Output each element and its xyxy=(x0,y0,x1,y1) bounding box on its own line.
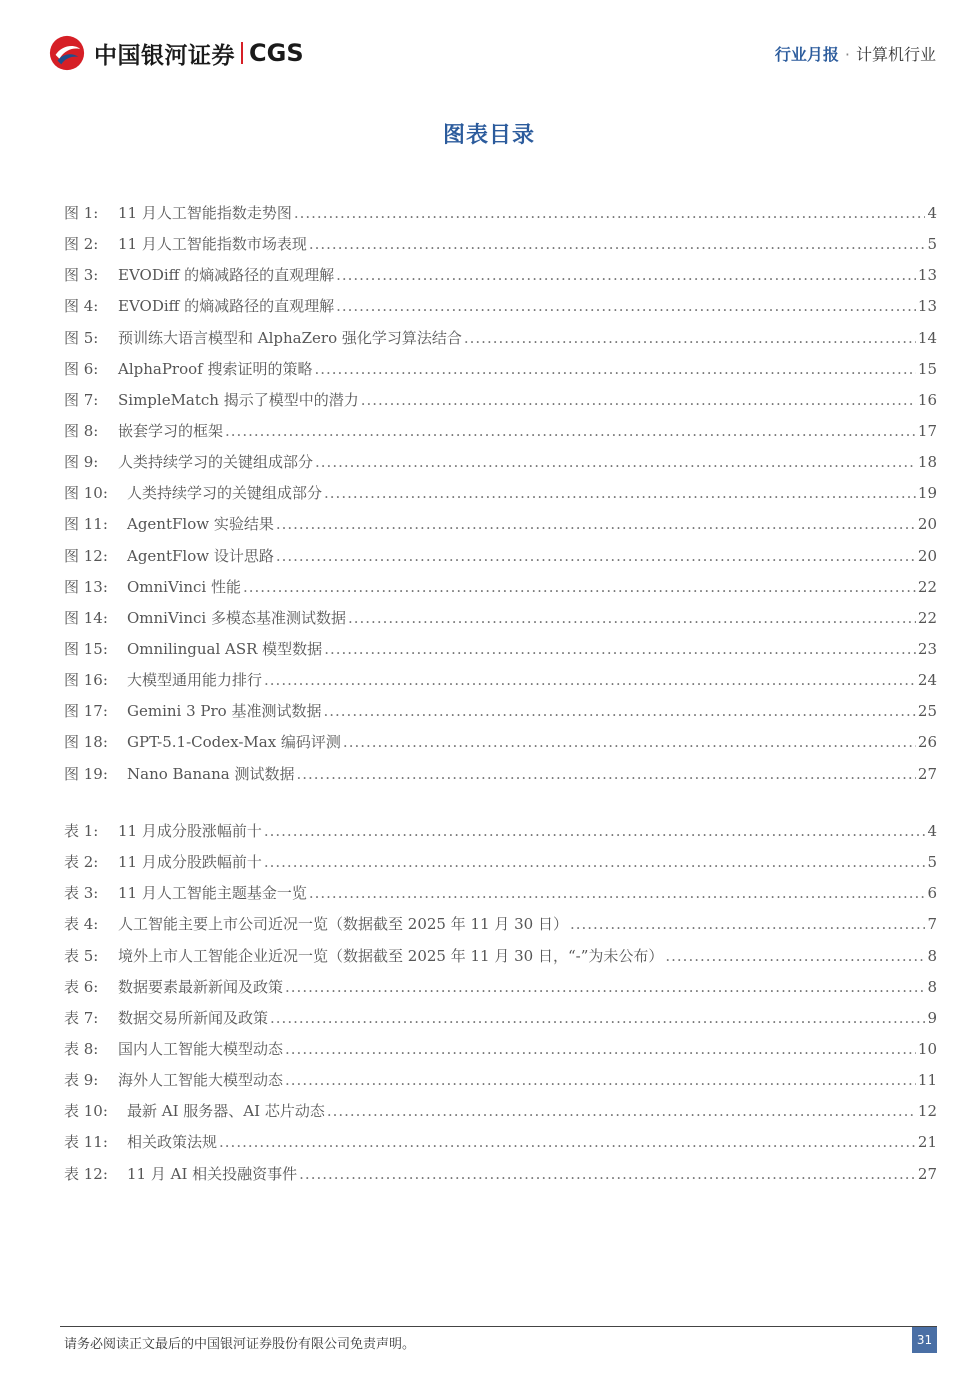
toc-entry-title: 嵌套学习的框架 xyxy=(118,421,224,440)
table-toc-entry[interactable] xyxy=(64,945,937,976)
footer-disclaimer: 请务必阅读正文最后的中国银河证券股份有限公司免责声明。 xyxy=(64,1337,416,1352)
logo-divider xyxy=(241,42,243,64)
toc-entry-label: 图 2: xyxy=(64,235,99,254)
toc-leader-dots xyxy=(243,578,916,596)
figure-toc-entry[interactable] xyxy=(64,700,937,731)
toc-leader-dots xyxy=(294,204,926,222)
toc-entry-label: 表 11: xyxy=(64,1133,108,1152)
toc-leader-dots xyxy=(324,640,916,658)
toc-entry-label: 表 12: xyxy=(64,1164,108,1183)
toc-leader-dots xyxy=(348,609,916,627)
toc-entry-title: Nano Banana 测试数据 xyxy=(127,764,295,783)
toc-entry-label: 表 6: xyxy=(64,977,99,996)
toc-entry-label: 表 3: xyxy=(64,884,99,903)
toc-entry-title: 人类持续学习的关键组成部分 xyxy=(127,484,323,503)
toc-entry-title: 预训练大语言模型和 AlphaZero 强化学习算法结合 xyxy=(118,328,462,347)
toc-entry-page: 4 xyxy=(927,822,937,840)
toc-entry-title: 大模型通用能力排行 xyxy=(127,671,263,690)
toc-entry-label: 图 9: xyxy=(64,453,99,472)
report-category xyxy=(775,42,936,65)
toc-entry-page: 13 xyxy=(917,266,937,285)
toc-entry-page: 16 xyxy=(917,390,937,409)
toc-entry-title: EVODiff 的熵减路径的直观理解 xyxy=(118,266,335,285)
toc-entry-title: GPT-5.1-Codex-Max 编码评测 xyxy=(127,733,341,752)
toc-leader-dots xyxy=(285,1071,916,1089)
toc-entry-title: 国内人工智能大模型动态 xyxy=(118,1039,284,1058)
toc-entry-title: 相关政策法规 xyxy=(127,1133,218,1152)
page-title: 图表目录 xyxy=(442,122,535,148)
toc-entry-label: 图 11: xyxy=(64,515,108,534)
table-toc-entry[interactable] xyxy=(64,1100,937,1131)
page-header xyxy=(0,0,978,100)
toc-entry-label: 图 17: xyxy=(64,702,108,721)
toc-entry-page: 27 xyxy=(917,764,937,783)
toc-entry-page: 8 xyxy=(927,977,937,996)
toc-entry-title: 人类持续学习的关键组成部分 xyxy=(118,453,314,472)
toc-entry-title: 人工智能主要上市公司近况一览（数据截至 2025 年 11 月 30 日） xyxy=(118,915,568,934)
toc-entry-label: 图 7: xyxy=(64,390,99,409)
toc-entry-page: 22 xyxy=(917,577,937,596)
toc-entry-title: Omnilingual ASR 模型数据 xyxy=(127,639,323,658)
toc-entry-title: EVODiff 的熵减路径的直观理解 xyxy=(118,297,335,316)
footer-divider xyxy=(60,1326,937,1327)
toc-entry-page: 19 xyxy=(917,484,937,503)
toc-entry-label: 图 3: xyxy=(64,266,99,285)
figure-toc-entry[interactable] xyxy=(64,202,937,233)
toc-entry-page: 4 xyxy=(927,204,937,222)
figure-toc-entry[interactable] xyxy=(64,576,937,607)
table-toc-entry[interactable] xyxy=(64,820,937,851)
toc-entry-title: 11 月人工智能指数市场表现 xyxy=(118,235,307,254)
toc-leader-dots xyxy=(225,422,916,440)
page-number: 31 xyxy=(912,1327,937,1353)
toc-entry-page: 12 xyxy=(917,1102,937,1121)
toc-entry-label: 图 18: xyxy=(64,733,108,752)
toc-leader-dots xyxy=(296,765,915,783)
toc-entry-label: 图 14: xyxy=(64,608,108,627)
toc-entry-page: 18 xyxy=(917,453,937,472)
toc-entry-title: 11 月成分股跌幅前十 xyxy=(118,853,262,872)
toc-entry-page: 25 xyxy=(917,702,937,721)
toc-leader-dots xyxy=(219,1133,916,1151)
toc-leader-dots xyxy=(264,853,926,871)
toc-entry-page: 22 xyxy=(917,608,937,627)
logo-english-name: CGS xyxy=(249,39,304,67)
toc-entry-title: OmniVinci 多模态基准测试数据 xyxy=(127,608,346,627)
toc-leader-dots xyxy=(336,266,916,284)
toc-leader-dots xyxy=(314,360,915,378)
table-toc-entry[interactable] xyxy=(64,976,937,1007)
toc-leader-dots xyxy=(270,1009,925,1027)
toc-leader-dots xyxy=(324,484,916,502)
figure-toc-entry[interactable] xyxy=(64,482,937,513)
toc-entry-title: 11 月 AI 相关投融资事件 xyxy=(127,1164,298,1183)
toc-leader-dots xyxy=(299,1165,916,1183)
toc-entry-label: 图 19: xyxy=(64,764,108,783)
toc-entry-page: 11 xyxy=(917,1071,937,1090)
figure-toc-entry[interactable] xyxy=(64,327,937,358)
toc-entry-page: 27 xyxy=(917,1164,937,1183)
toc-leader-dots xyxy=(570,915,925,933)
toc-leader-dots xyxy=(276,515,916,533)
figure-toc-entry[interactable] xyxy=(64,607,937,638)
company-logo xyxy=(48,34,304,72)
figure-toc-entry[interactable] xyxy=(64,451,937,482)
toc-leader-dots xyxy=(464,329,916,347)
table-toc-entry[interactable] xyxy=(64,1163,937,1194)
figure-toc-entry[interactable] xyxy=(64,731,937,762)
toc-entry-label: 表 2: xyxy=(64,853,99,872)
toc-leader-dots xyxy=(264,822,926,840)
toc-entry-title: 数据交易所新闻及政策 xyxy=(118,1008,269,1027)
toc-entry-label: 图 8: xyxy=(64,421,99,440)
table-toc-entry[interactable] xyxy=(64,851,937,882)
toc-entry-page: 14 xyxy=(917,328,937,347)
toc-entry-label: 图 10: xyxy=(64,484,108,503)
table-toc-entry[interactable] xyxy=(64,1038,937,1069)
figure-toc-entry[interactable] xyxy=(64,233,937,264)
header-separator: · xyxy=(844,45,850,64)
table-toc-entry[interactable] xyxy=(64,1069,937,1100)
table-toc-entry[interactable] xyxy=(64,1007,937,1038)
toc-entry-title: SimpleMatch 揭示了模型中的潜力 xyxy=(118,390,359,409)
toc-entry-title: AgentFlow 实验结果 xyxy=(127,515,274,534)
toc-leader-dots xyxy=(309,884,926,902)
toc-entry-title: Gemini 3 Pro 基准测试数据 xyxy=(127,702,322,721)
figure-toc-entry[interactable] xyxy=(64,295,937,326)
toc-entry-page: 20 xyxy=(917,515,937,534)
toc-entry-title: 11 月人工智能主题基金一览 xyxy=(118,884,307,903)
toc-entry-page: 17 xyxy=(917,421,937,440)
toc-leader-dots xyxy=(315,453,916,471)
figure-toc-entry[interactable] xyxy=(64,389,937,420)
cgs-logo-icon xyxy=(48,34,86,72)
toc-entry-label: 图 12: xyxy=(64,546,108,565)
figure-toc-entry[interactable] xyxy=(64,358,937,389)
figure-toc-entry[interactable] xyxy=(64,763,937,794)
toc-leader-dots xyxy=(343,733,916,751)
figure-toc-entry[interactable] xyxy=(64,513,937,544)
toc-entry-page: 23 xyxy=(917,639,937,658)
toc-entry-title: 11 月人工智能指数走势图 xyxy=(118,204,292,222)
figure-toc-entry[interactable] xyxy=(64,264,937,295)
toc-leader-dots xyxy=(665,947,925,965)
toc-entry-title: 海外人工智能大模型动态 xyxy=(118,1071,284,1090)
toc-leader-dots xyxy=(361,391,916,409)
toc-leader-dots xyxy=(309,235,926,253)
toc-entry-page: 13 xyxy=(917,297,937,316)
toc-entry-title: 数据要素最新新闻及政策 xyxy=(118,977,284,996)
toc-entry-page: 15 xyxy=(917,359,937,378)
toc-entry-label: 图 4: xyxy=(64,297,99,316)
toc-leader-dots xyxy=(264,671,916,689)
toc-entry-label: 图 15: xyxy=(64,639,108,658)
toc-entry-title: 最新 AI 服务器、AI 芯片动态 xyxy=(127,1102,325,1121)
table-toc-entry[interactable] xyxy=(64,1131,937,1162)
figure-toc-entry[interactable] xyxy=(64,420,937,451)
industry-name: 计算机行业 xyxy=(855,45,936,64)
table-toc-entry[interactable] xyxy=(64,882,937,913)
toc-entry-label: 表 4: xyxy=(64,915,99,934)
toc-entry-page: 24 xyxy=(917,671,937,690)
toc-entry-page: 5 xyxy=(927,235,937,254)
toc-entry-page: 5 xyxy=(927,853,937,872)
toc-entry-page: 7 xyxy=(927,915,937,934)
toc-entry-label: 图 5: xyxy=(64,328,99,347)
table-toc-entry[interactable] xyxy=(64,913,937,944)
toc-entry-title: AgentFlow 设计思路 xyxy=(127,546,274,565)
figure-toc-entry[interactable] xyxy=(64,669,937,700)
toc-entry-title: 11 月成分股涨幅前十 xyxy=(118,822,262,840)
toc-leader-dots xyxy=(276,547,916,565)
toc-entry-title: 境外上市人工智能企业近况一览（数据截至 2025 年 11 月 30 日，“-”为未公布） xyxy=(118,946,664,965)
toc-leader-dots xyxy=(285,978,925,996)
toc-entry-label: 表 9: xyxy=(64,1071,99,1090)
toc-entry-title: AlphaProof 搜索证明的策略 xyxy=(118,359,313,378)
toc-entry-page: 26 xyxy=(917,733,937,752)
figure-toc-entry[interactable] xyxy=(64,638,937,669)
toc-entry-page: 6 xyxy=(927,884,937,903)
toc-entry-label: 表 5: xyxy=(64,946,99,965)
toc-entry-label: 表 1: xyxy=(64,822,99,840)
figure-toc-entry[interactable] xyxy=(64,545,937,576)
toc-entry-title: OmniVinci 性能 xyxy=(127,577,241,596)
toc-entry-page: 10 xyxy=(917,1039,937,1058)
toc-entry-label: 表 10: xyxy=(64,1102,108,1121)
toc-entry-page: 20 xyxy=(917,546,937,565)
figure-list xyxy=(64,202,937,794)
toc-entry-page: 8 xyxy=(927,946,937,965)
toc-leader-dots xyxy=(336,297,916,315)
toc-entry-page: 9 xyxy=(927,1008,937,1027)
toc-entry-page: 21 xyxy=(917,1133,937,1152)
toc-leader-dots xyxy=(285,1040,916,1058)
toc-leader-dots xyxy=(327,1102,916,1120)
report-type: 行业月报 xyxy=(774,45,839,64)
table-list xyxy=(64,820,937,1194)
toc-entry-label: 图 1: xyxy=(64,204,99,222)
toc-leader-dots xyxy=(323,702,915,720)
toc-entry-label: 图 13: xyxy=(64,577,108,596)
toc-entry-label: 表 8: xyxy=(64,1039,99,1058)
toc-entry-label: 表 7: xyxy=(64,1008,99,1027)
logo-chinese-name: 中国银河证券 xyxy=(94,42,235,69)
toc-entry-label: 图 16: xyxy=(64,671,108,690)
toc-entry-label: 图 6: xyxy=(64,359,99,378)
